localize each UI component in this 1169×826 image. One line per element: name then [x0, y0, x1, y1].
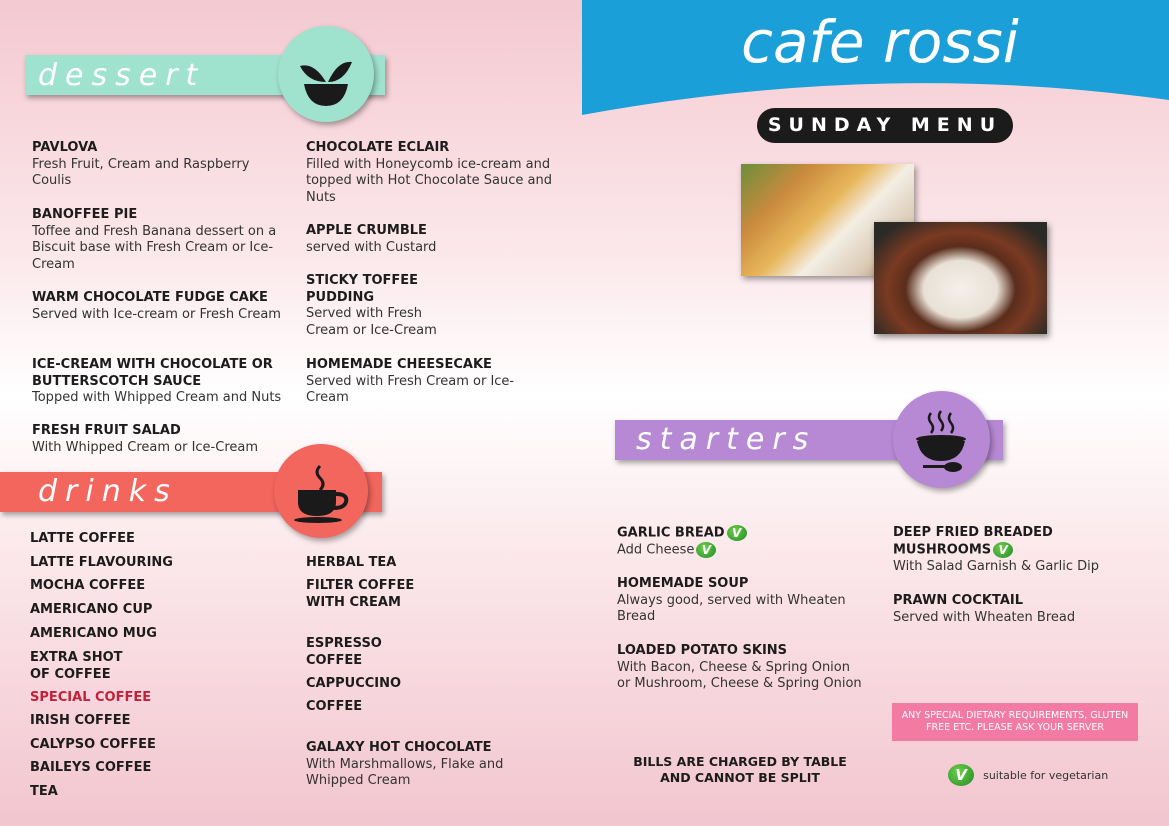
drink-item: MOCHA COFFEE	[30, 578, 146, 593]
starters-heading: starters	[636, 422, 817, 457]
menu-item	[893, 593, 1133, 626]
drink-item	[306, 578, 416, 611]
soup-bowl-icon	[893, 391, 990, 488]
menu-item	[617, 525, 867, 559]
menu-item-title: APPLE CRUMBLE	[306, 223, 427, 238]
cafe-title: cafe rossi	[741, 8, 1019, 76]
drinks-icon-circle	[274, 444, 368, 538]
menu-item-description: With Bacon, Cheese & Spring Onion or Mushroom, Cheese & Spring Onion	[617, 659, 862, 692]
drink-item-title: COFFEE	[306, 699, 363, 714]
dessert-heading: dessert	[38, 58, 206, 93]
menu-item-title: PAVLOVA	[32, 140, 98, 155]
menu-item-title: DEEP FRIED BREADED MUSHROOMS V	[893, 525, 1053, 558]
menu-item-description: Served with Ice-cream or Fresh Cream	[32, 306, 281, 322]
menu-item-title: WARM CHOCOLATE FUDGE CAKE	[32, 290, 268, 305]
drink-item	[306, 555, 546, 572]
drink-item: AMERICANO CUP	[30, 602, 153, 617]
drink-item-description: With Marshmallows, Flake and Whipped Cream	[306, 756, 504, 789]
menu-item	[32, 423, 282, 456]
menu-item-title: STICKY TOFFEE PUDDING	[306, 273, 419, 305]
menu-item-description: Add Cheese V	[617, 542, 867, 559]
dessert-icon-circle	[278, 26, 374, 122]
starters-icon-circle	[893, 391, 990, 488]
bills-notice: BILLS ARE CHARGED BY TABLE AND CANNOT BE SPLIT	[633, 754, 847, 785]
drink-item: AMERICANO MUG	[30, 626, 157, 641]
drink-item	[306, 740, 506, 790]
drink-item-title: CAPPUCCINO	[306, 676, 402, 691]
plant-bowl-icon	[278, 26, 374, 122]
drink-item	[306, 699, 546, 716]
menu-item-description: Topped with Whipped Cream and Nuts	[32, 390, 282, 406]
menu-item-description: Toffee and Fresh Banana dessert on a Biscuit base with Fresh Cream or Ice-Cream	[32, 223, 277, 273]
menu-item	[306, 223, 556, 256]
drink-item: IRISH COFFEE	[30, 713, 131, 728]
drink-item: EXTRA SHOT OF COFFEE	[30, 650, 123, 682]
menu-subtitle: SUNDAY MENU	[757, 108, 1013, 143]
drink-item: BAILEYS COFFEE	[30, 760, 152, 775]
menu-item	[32, 290, 282, 323]
drink-item	[306, 676, 546, 693]
menu-item	[306, 140, 556, 207]
menu-item-title: GARLIC BREAD V	[617, 525, 867, 542]
dietary-notice: ANY SPECIAL DIETARY REQUIREMENTS, GLUTEN FREE ETC. PLEASE ASK YOUR SERVER	[892, 703, 1138, 741]
drink-item-title: FILTER COFFEE WITH CREAM	[306, 578, 415, 610]
veg-legend	[946, 764, 1108, 786]
drink-item	[306, 636, 416, 669]
vegetarian-icon: V	[696, 542, 716, 558]
menu-item-title: HOMEMADE CHEESECAKE	[306, 357, 492, 372]
drink-item: CALYPSO COFFEE	[30, 737, 156, 752]
menu-item-title: PRAWN COCKTAIL	[893, 593, 1024, 608]
menu-item-description: Served with Fresh Cream or Ice-Cream	[306, 306, 437, 339]
menu-item-description: Served with Wheaten Bread	[893, 609, 1076, 625]
menu-item-title: FRESH FRUIT SALAD	[32, 423, 181, 438]
menu-item-description: Fresh Fruit, Cream and Raspberry Coulis	[32, 156, 250, 189]
drink-item-title: GALAXY HOT CHOCOLATE	[306, 740, 492, 755]
veg-legend-label: suitable for vegetarian	[983, 768, 1109, 782]
menu-item	[32, 207, 282, 274]
menu-item	[306, 273, 446, 340]
menu-item	[32, 357, 282, 407]
drink-item: LATTE FLAVOURING	[30, 555, 173, 570]
menu-item	[32, 140, 282, 190]
drink-item-title: HERBAL TEA	[306, 555, 397, 570]
menu-item-title: BANOFFEE PIE	[32, 207, 138, 222]
vegetarian-icon: V	[727, 525, 747, 541]
menu-item	[617, 643, 867, 693]
menu-item-description: Served with Fresh Cream or Ice-Cream	[306, 373, 515, 406]
menu-item	[306, 357, 556, 407]
menu-item-description: served with Custard	[306, 239, 437, 255]
drink-item: SPECIAL COFFEE	[30, 690, 152, 705]
drink-item-title: ESPRESSO COFFEE	[306, 636, 382, 668]
menu-item	[893, 525, 1103, 576]
menu-item	[617, 576, 857, 626]
vegetarian-icon: V	[948, 764, 974, 786]
drinks-heading: drinks	[38, 474, 178, 509]
drink-item: TEA	[30, 784, 58, 799]
menu-item-description: Always good, served with Wheaten Bread	[617, 592, 846, 625]
menu-item-title: CHOCOLATE ECLAIR	[306, 140, 450, 155]
roast-beef-photo	[874, 222, 1047, 334]
menu-item-description: With Salad Garnish & Garlic Dip	[893, 558, 1100, 574]
menu-item-title: ICE-CREAM WITH CHOCOLATE OR BUTTERSCOTCH SAUCE	[32, 357, 273, 389]
coffee-cup-icon	[274, 444, 368, 538]
menu-item-title: LOADED POTATO SKINS	[617, 643, 788, 658]
drink-item: LATTE COFFEE	[30, 531, 135, 546]
menu-item-description: With Whipped Cream or Ice-Cream	[32, 439, 259, 455]
menu-item-description: Filled with Honeycomb ice-cream and topped with Hot Chocolate Sauce and Nuts	[306, 156, 552, 206]
menu-item-title: HOMEMADE SOUP	[617, 576, 749, 591]
vegetarian-icon: V	[993, 542, 1013, 558]
